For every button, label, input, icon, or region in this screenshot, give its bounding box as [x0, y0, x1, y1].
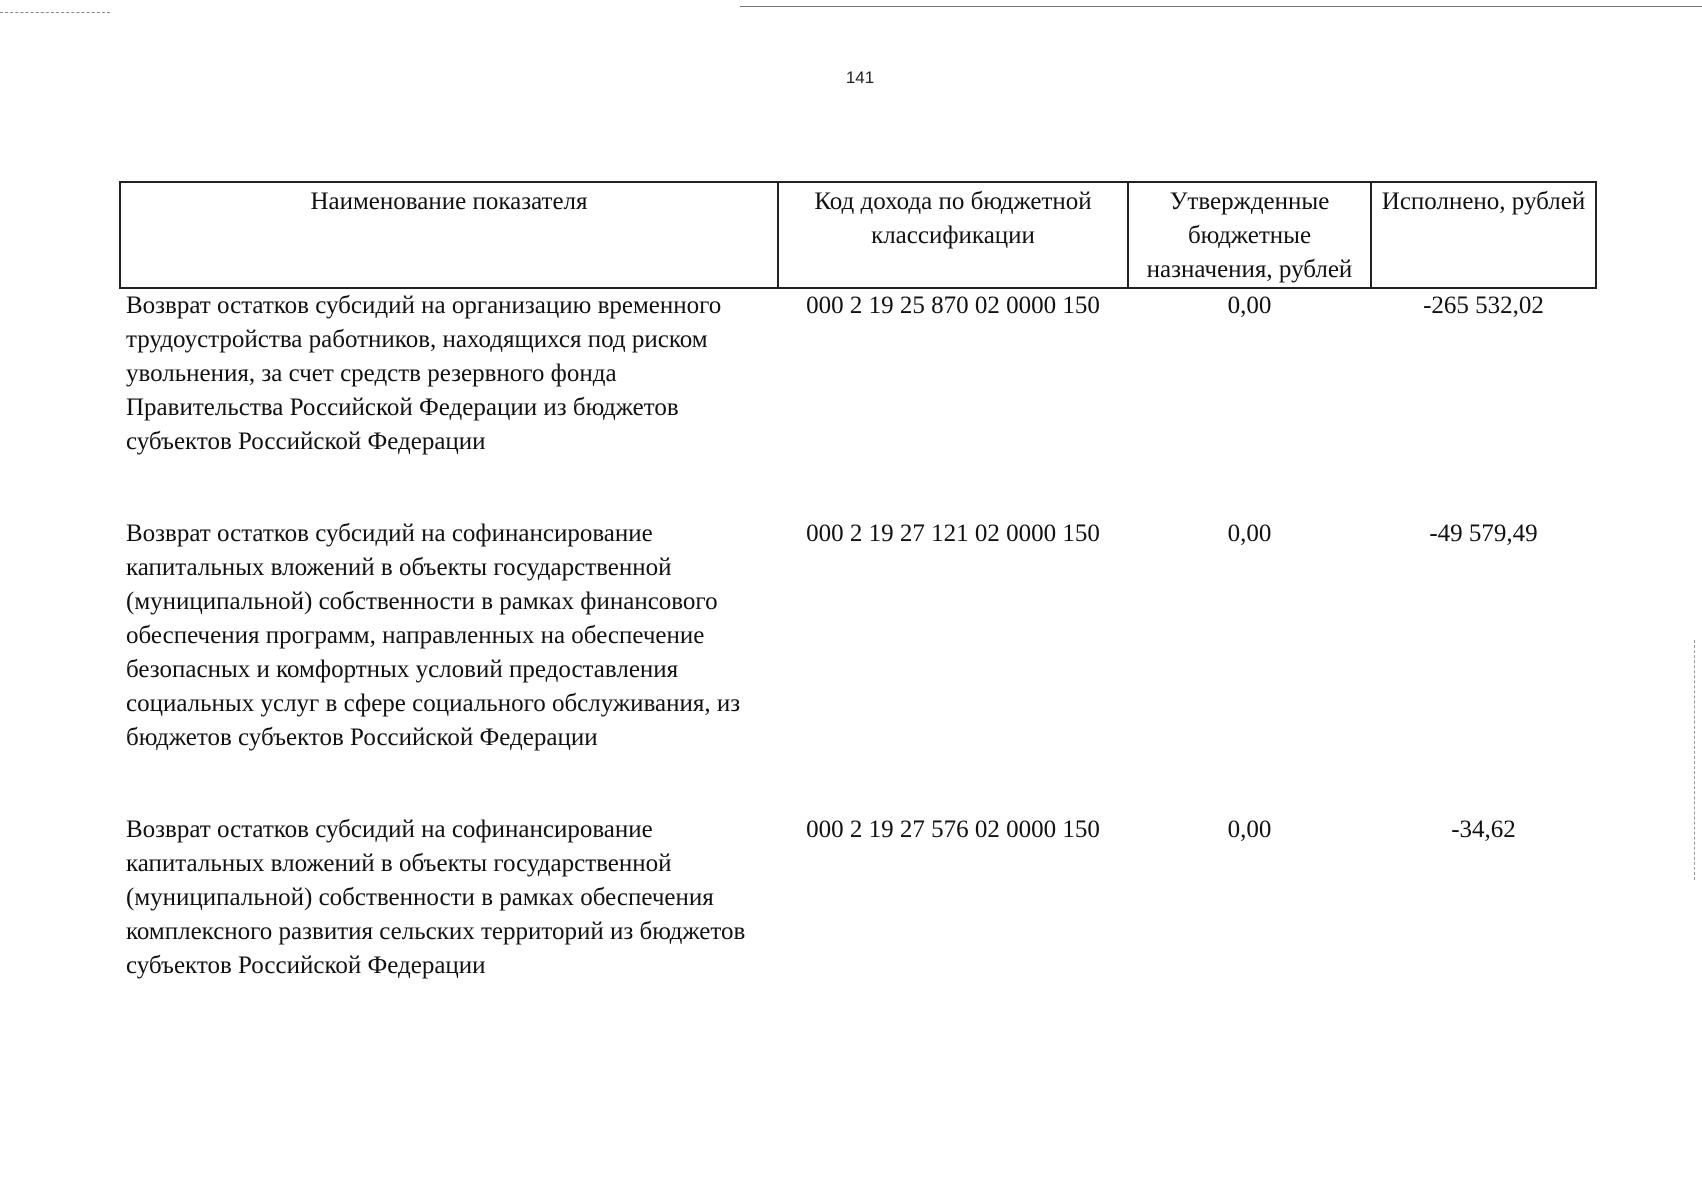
header-indicator-name: Наименование показателя — [120, 182, 778, 288]
table-row — [120, 517, 1596, 813]
row-executed-amount: -265 532,02 — [1423, 292, 1544, 319]
header-approved-amount: Утвержденные бюджетные назначения, рублей — [1128, 182, 1371, 288]
row-executed-amount: -34,62 — [1451, 816, 1516, 843]
scan-artifact-edge — [1694, 640, 1696, 880]
row-indicator-name: Возврат остатков субсидий на софинансирование капитальных вложений в объекты государственной (муниципальной) собственности в рамках финансового обеспечения программ, направленных на обеспечение безопасных и комфортных условий предоставления социальных услуг в сфере социального обслуживания, из бюджетов субъектов Российской Федерации — [126, 520, 741, 751]
row-approved-amount: 0,00 — [1227, 816, 1272, 843]
row-revenue-code: 000 2 19 27 121 02 0000 150 — [806, 520, 1100, 547]
row-revenue-code: 000 2 19 27 576 02 0000 150 — [806, 816, 1100, 843]
scan-artifact-line — [740, 6, 1702, 7]
header-executed-amount: Исполнено, рублей — [1371, 182, 1596, 288]
table-header-row — [120, 182, 1596, 288]
row-executed-amount: -49 579,49 — [1429, 520, 1538, 547]
page-number: 141 — [845, 68, 875, 87]
row-indicator-name: Возврат остатков субсидий на организацию временного трудоустройства работников, находящихся под риском увольнения, за счет средств резервного фонда Правительства Российской Федерации из бюджетов субъектов Российской Федерации — [126, 292, 722, 455]
row-approved-amount: 0,00 — [1227, 292, 1272, 319]
header-revenue-code: Код дохода по бюджетной классификации — [778, 182, 1128, 288]
budget-revenue-table — [119, 181, 1597, 983]
table-row — [120, 813, 1596, 983]
table-row — [120, 288, 1596, 517]
row-approved-amount: 0,00 — [1227, 520, 1272, 547]
row-revenue-code: 000 2 19 25 870 02 0000 150 — [806, 292, 1100, 319]
row-indicator-name: Возврат остатков субсидий на софинансирование капитальных вложений в объекты государственной (муниципальной) собственности в рамках обеспечения комплексного развития сельских территорий из бюджетов субъектов Российской Федерации — [126, 816, 746, 979]
scan-artifact-dash — [0, 12, 110, 14]
